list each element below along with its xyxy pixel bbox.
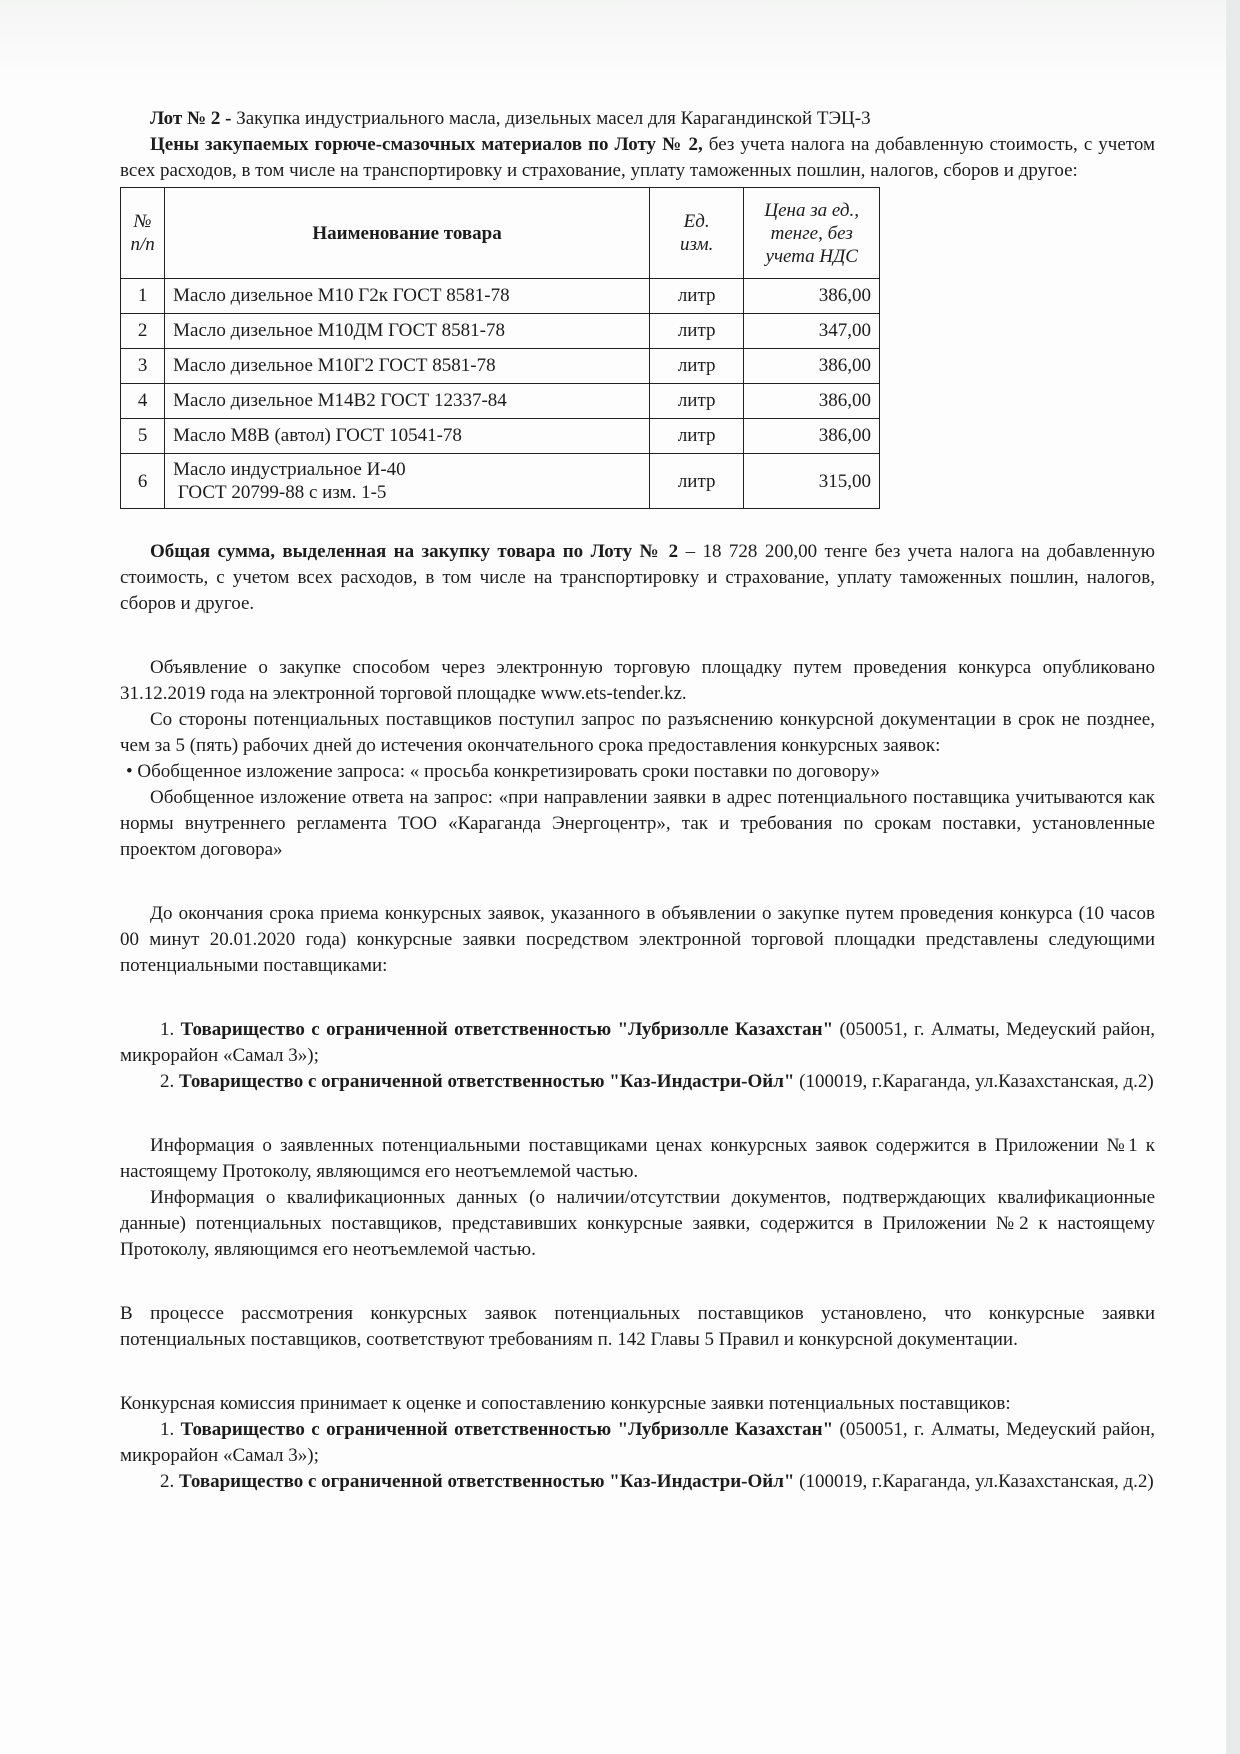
lot-heading: Лот № 2 - Закупка индустриального масла, дизельных масел для Карагандинской ТЭЦ-3 — [150, 108, 871, 129]
info-prices-paragraph: Информация о заявленных потенциальными поставщиками ценах конкурсных заявок содержится в Приложении №1 к настоящему Протоколу, являющимся его неотъемлемой частью. — [120, 1135, 1155, 1182]
row-number: 1 — [121, 279, 165, 314]
header-name: Наименование товара — [165, 188, 650, 279]
table-row — [121, 384, 880, 419]
row-number: 2 — [121, 314, 165, 349]
row-price: 315,00 — [744, 454, 880, 509]
scan-right-edge — [1226, 0, 1240, 1754]
table-row — [121, 279, 880, 314]
submitted-supplier-1: 1. Товарищество с ограниченной ответственностью "Лубризолле Казахстан" (050051, г. Алматы, Медеуский район, микрорайон «Самал 3»); — [120, 1019, 1156, 1066]
header-unit: Ед. изм. — [649, 188, 743, 279]
review-paragraph: В процессе рассмотрения конкурсных заявок потенциальных поставщиков установлено, что конкурсные заявки потенциальных поставщиков, соответствуют требованиям п. 142 Главы 5 Правил и конкурсной документации. — [120, 1303, 1155, 1350]
row-product-name: Масло индустриальное И-40 ГОСТ 20799-88 с изм. 1-5 — [165, 454, 650, 509]
row-unit: литр — [649, 314, 743, 349]
row-product-name: Масло М8В (автол) ГОСТ 10541-78 — [165, 419, 650, 454]
table-row — [121, 349, 880, 384]
goods-price-table — [120, 187, 880, 509]
row-product-name: Масло дизельное М14В2 ГОСТ 12337-84 — [165, 384, 650, 419]
request-intro-paragraph: Со стороны потенциальных поставщиков поступил запрос по разъяснению конкурсной документации в срок не позднее, чем за 5 (пять) рабочих дней до истечения окончательного срока предоставления конкурсных заявок: — [120, 709, 1155, 756]
announcement-paragraph: Объявление о закупке способом через электронную торговую площадку путем проведения конкурса опубликовано 31.12.2019 года на электронной торговой площадке www.ets-tender.kz. — [120, 657, 1155, 704]
header-price: Цена за ед., тенге, без учета НДС — [744, 188, 880, 279]
table-row — [121, 454, 880, 509]
row-number: 6 — [121, 454, 165, 509]
row-price: 386,00 — [744, 279, 880, 314]
info-qualification-paragraph: Информация о квалификационных данных (о наличии/отсутствии документов, подтверждающих квалификационные данные) потенциальных поставщиков, представивших конкурсные заявки, содержится в Приложении №2 к настоящему Протоколу, являющимся его неотъемлемой частью. — [120, 1187, 1155, 1260]
row-price: 347,00 — [744, 314, 880, 349]
header-number: № п/п — [121, 188, 165, 279]
row-price: 386,00 — [744, 349, 880, 384]
deadline-paragraph: До окончания срока приема конкурсных заявок, указанного в объявлении о закупке путем проведения конкурса (10 часов 00 минут 20.01.2020 года) конкурсные заявки посредством электронной торговой площадки представлены следующими потенциальными поставщиками: — [120, 903, 1155, 976]
row-number: 5 — [121, 419, 165, 454]
total-amount-paragraph: Общая сумма, выделенная на закупку товара по Лоту № 2 – 18 728 200,00 тенге без учета налога на добавленную стоимость, с учетом всех расходов, в том числе на транспортировку и страхование, уплату таможенных пошлин, налогов, сборов и другое. — [120, 541, 1155, 614]
commission-paragraph: Конкурсная комиссия принимает к оценке и сопоставлению конкурсные заявки потенциальных поставщиков: — [120, 1393, 1011, 1414]
prices-intro: Цены закупаемых горюче-смазочных материалов по Лоту № 2, без учета налога на добавленную стоимость, с учетом всех расходов, в том числе на транспортировку и страхование, уплату таможенных пошлин, налогов, сборов и другое: — [120, 134, 1155, 181]
scan-top-edge — [0, 0, 1240, 84]
row-unit: литр — [649, 384, 743, 419]
accepted-supplier-1: 1. Товарищество с ограниченной ответственностью "Лубризолле Казахстан" (050051, г. Алматы, Медеуский район, микрорайон «Самал 3»); — [120, 1419, 1156, 1466]
accepted-supplier-2: 2. Товарищество с ограниченной ответственностью "Каз-Индастри-Ойл" (100019, г.Караганда, ул.Казахстанская, д.2) — [160, 1471, 1154, 1492]
submitted-supplier-2: 2. Товарищество с ограниченной ответственностью "Каз-Индастри-Ойл" (100019, г.Караганда, ул.Казахстанская, д.2) — [160, 1071, 1154, 1092]
answer-summary: Обобщенное изложение ответа на запрос: «при направлении заявки в адрес потенциального поставщика учитываются как нормы внутреннего регламента ТОО «Караганда Энергоцентр», так и требования по срокам поставки, установленные проектом договора» — [120, 787, 1155, 860]
row-unit: литр — [649, 349, 743, 384]
row-number: 4 — [121, 384, 165, 419]
row-unit: литр — [649, 419, 743, 454]
row-product-name: Масло дизельное М10 Г2к ГОСТ 8581-78 — [165, 279, 650, 314]
table-header-row — [121, 188, 880, 279]
row-price: 386,00 — [744, 384, 880, 419]
row-product-name: Масло дизельное М10Г2 ГОСТ 8581-78 — [165, 349, 650, 384]
row-number: 3 — [121, 349, 165, 384]
table-row — [121, 419, 880, 454]
document-body — [120, 106, 1155, 1495]
request-summary: • Обобщенное изложение запроса: « просьба конкретизировать сроки поставки по договору» — [126, 761, 880, 782]
row-unit: литр — [649, 279, 743, 314]
row-price: 386,00 — [744, 419, 880, 454]
table-row — [121, 314, 880, 349]
row-product-name: Масло дизельное М10ДМ ГОСТ 8581-78 — [165, 314, 650, 349]
row-unit: литр — [649, 454, 743, 509]
